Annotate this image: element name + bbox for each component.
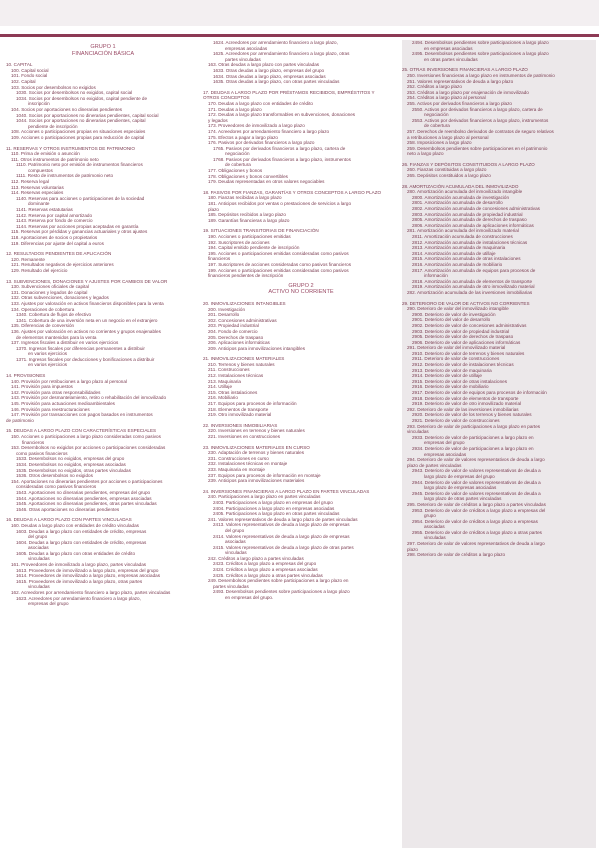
account-entry: 115. Reservas por pérdidas y ganancias actuariales y otros ajustes [11, 229, 148, 235]
section-heading: 22. INVERSIONES INMOBILIARIAS [203, 422, 278, 428]
account-entry: 214. Utillaje [208, 384, 233, 390]
account-entry: 237. Equipos para procesos de información en montaje [208, 472, 321, 478]
account-entry: asociadas [225, 539, 246, 545]
account-entry: vinculadas [424, 535, 446, 541]
account-entry: 2550. Activos por derivados financieros a largo plazo, cartera de [412, 106, 543, 112]
account-entry: 259. Desembolsos pendientes sobre participaciones en el patrimonio [407, 145, 548, 151]
account-entry: 1615. Proveedores de inmovilizado a largo plazo, otras partes [16, 578, 143, 584]
account-entry: 160. Deudas a largo plazo con entidades de crédito vinculadas [11, 522, 139, 528]
account-entry: 1142. Reserva por capital amortizado [16, 212, 93, 218]
account-entry: y legados [208, 117, 228, 123]
account-entry: de patrimonio [6, 417, 34, 423]
account-entry: 161. Proveedores de inmovilizado a largo plazo, partes vinculadas [11, 562, 147, 568]
account-entry: vinculadas [407, 429, 429, 435]
account-entry: 221. Inversiones en construcciones [208, 434, 281, 439]
account-entry: del grupo [28, 534, 48, 540]
section-heading: 21. INMOVILIZACIONES MATERIALES [203, 356, 285, 362]
account-entry: OTROS CONCEPTOS [203, 95, 250, 101]
account-entry: 2954. Deterioro de valor de créditos a largo plazo a empresas [412, 518, 538, 524]
column-middle [203, 40, 399, 848]
account-entry: 282. Amortización acumulada de las inversiones inmobiliarias [407, 289, 533, 295]
account-entry: 1603. Deudas a largo plazo con entidades de crédito, empresas [16, 528, 147, 534]
account-entry: 2819. Amortización acumulada de otro inmovilizado material [412, 284, 535, 290]
section-heading: 13. SUBVENCIONES, DONACIONES Y AJUSTES POR CAMBIOS DE VALOR [6, 278, 168, 284]
account-entry: 249. Desembolsos pendientes sobre participaciones a largo plazo en [208, 578, 349, 584]
account-entry: información [424, 273, 448, 279]
account-entry: 217. Equipos para procesos de información [208, 401, 297, 407]
account-entry: 176. Pasivos por derivados financieros a largo plazo [208, 140, 315, 146]
section-heading: 25. OTRAS INVERSIONES FINANCIERAS A LARGO PLAZO [402, 67, 528, 73]
account-entry: 140. Provisión por retribuciones a largo plazo al personal [11, 378, 127, 384]
section-heading: 12. RESULTADOS PENDIENTES DE APLICACIÓN [6, 251, 112, 257]
account-entry: 231. Construcciones en curso [208, 455, 269, 461]
account-entry: 1546. Otras aportaciones no dinerarias pendientes [16, 506, 120, 512]
account-entry: inscripción [28, 101, 50, 107]
account-entry: consideradas como pasivos financieros [16, 484, 97, 490]
account-entry: 216. Mobiliario [208, 395, 238, 401]
account-entry: 1044. Socios por aportaciones no dinerarias pendientes, capital [16, 118, 146, 124]
account-entry: asociadas [28, 545, 49, 551]
account-entry: 2805. Amortización acumulada de derechos de traspaso [412, 217, 527, 223]
account-entry: 201. Desarrollo [208, 312, 240, 318]
account-entry: 1545. Aportaciones no dinerarias pendientes, otras partes vinculadas [16, 501, 157, 507]
account-entry: 205. Derechos de traspaso [208, 334, 264, 340]
account-entry: 2955. Deterioro de valor de créditos a largo plazo a otras partes [412, 529, 542, 535]
account-entry: 252. Créditos a largo plazo [407, 84, 462, 90]
account-entry: 2405. Participaciones a largo plazo en otras partes vinculadas [213, 511, 340, 517]
account-entry: de cobertura [225, 162, 251, 168]
account-entry: pendiente de inscripción [28, 123, 78, 129]
account-entry: 132. Otras subvenciones, donaciones y legados [11, 295, 109, 301]
account-entry: dominante [28, 201, 50, 207]
account-entry: 1536. Otros desembolsos no exigidos [16, 473, 93, 479]
account-entry: 136. Ajustes por valoración en activos no corrientes y grupos enajenables [11, 328, 161, 334]
account-entry: 1111. Resto de instrumentos de patrimonio neto [16, 173, 114, 179]
account-entry: 241. Valores representativos de deuda a largo plazo de partes vinculadas [208, 516, 358, 522]
account-entry: negociación [225, 151, 250, 157]
account-entry: 2816. Amortización acumulada de mobiliario [412, 261, 503, 267]
account-entry: 100. Capital social [11, 67, 49, 73]
account-entry: 172. Deudas a largo plazo transformables en subvenciones, donaciones [208, 112, 356, 118]
account-entry: empresas asociadas [225, 45, 268, 51]
account-entry: en varios ejercicios [28, 362, 68, 368]
account-plan-columns [0, 40, 599, 848]
account-entry: 1633. Otras deudas a largo plazo, empresas del grupo [213, 67, 325, 73]
account-entry: empresas asociadas [424, 451, 467, 457]
column-right [402, 40, 596, 848]
account-entry: 2916. Deterioro de valor de mobiliario [412, 384, 489, 390]
group-heading: FINANCIACIÓN BÁSICA [71, 50, 135, 57]
account-entry: 258. Imposiciones a largo plazo [407, 140, 472, 146]
section-heading: 11. RESERVAS Y OTROS INSTRUMENTOS DE PATRIMONIO [6, 145, 135, 151]
account-entry: vinculadas [28, 556, 50, 562]
account-entry: 197. Suscriptores de acciones consideradas como pasivos financieros [208, 261, 351, 267]
account-entry: 1623. Acreedores por arrendamiento financiero a largo plazo, [16, 595, 141, 601]
account-entry: empresas del grupo [424, 440, 465, 446]
account-entry: en empresas del grupo. [225, 595, 274, 601]
account-entry: 1614. Proveedores de inmovilizado a largo plazo, empresas asociadas [16, 573, 161, 579]
account-entry: 1543. Aportaciones no dinerarias pendientes, empresas del grupo [16, 489, 151, 495]
account-entry: 2917. Deterioro de valor de equipos para procesos de información [412, 390, 547, 396]
account-entry: 108. Acciones o participaciones propias en situaciones especiales [11, 129, 146, 135]
account-entry: 210. Terrenos y bienes naturales [208, 361, 275, 367]
account-entry: 2494. Desembolsos pendientes sobre participaciones a largo plazo [412, 40, 549, 45]
account-entry: 290. Deterioro de valor del inmovilizado intangible [407, 306, 509, 312]
account-entry: 1341. Cobertura de una inversión neta en un negocio en el extranjero [16, 317, 158, 323]
account-entry: empresas del grupo [28, 601, 69, 607]
account-entry: 110. Prima de emisión o asunción [11, 151, 80, 157]
account-entry: negociación [424, 112, 449, 118]
section-heading: 24. INVERSIONES FINANCIERAS A LARGO PLAZO EN PARTES VINCULADAS [203, 488, 370, 494]
account-entry: 254. Créditos a largo plazo al personal [407, 95, 486, 101]
account-entry: 2911. Deterioro de valor de construcciones [412, 356, 500, 362]
account-entry: 2944. Deterioro de valor de valores representativos de deuda a [412, 479, 541, 485]
section-heading: 26. FIANZAS Y DEPÓSITOS CONSTITUIDOS A LARGO PLAZO [402, 161, 535, 167]
account-entry: 171. Deudas a largo plazo [208, 106, 262, 112]
account-entry: en otras partes vinculadas [424, 56, 478, 62]
account-entry: 1144. Reservas por acciones propias aceptadas en garantía [16, 223, 139, 229]
account-entry: 2943. Deterioro de valor de valores representativos de deuda a [412, 468, 541, 474]
section-heading: 29. DETERIORO DE VALOR DE ACTIVOS NO CORRIENTES [402, 300, 530, 306]
account-entry: 1634. Otras deudas a largo plazo, empresas asociadas [213, 73, 326, 79]
account-entry: 2920. Deterioro de valor de los terrenos y bienes naturales [412, 412, 532, 418]
account-entry: en varios ejercicios [28, 351, 68, 357]
account-entry: 130. Subvenciones oficiales de capital [11, 284, 89, 290]
account-entry: 195. Acciones o participaciones emitidas consideradas como pasivos [208, 250, 349, 256]
account-entry: 2424. Créditos a largo plazo a empresas asociadas [213, 567, 318, 573]
account-entry: 253. Créditos a largo plazo por enajenación de inmovilizado [407, 89, 529, 95]
account-entry: partes vinculadas [225, 56, 261, 62]
section-heading: 18. PASIVOS POR FIANZAS, GARANTÍAS Y OTROS CONCEPTOS A LARGO PLAZO [203, 189, 382, 195]
account-entry: 200. Investigación [208, 306, 246, 312]
account-entry: 280. Amortización acumulada del inmovilizado intangible [407, 189, 523, 195]
account-entry: 174. Acreedores por arrendamiento financiero a largo plazo [208, 128, 330, 134]
account-entry: 218. Elementos de transporte [208, 406, 269, 412]
account-entry: 2800. Amortización acumulada de investigación [412, 194, 510, 200]
account-entry: grupo [424, 513, 436, 519]
account-entry: 131. Donaciones y legados de capital [11, 289, 88, 295]
account-entry: 101. Fondo social [11, 73, 48, 79]
group-heading: GRUPO 1 [90, 44, 116, 50]
account-entry: 233. Maquinaria en montaje [208, 466, 265, 472]
account-entry: 103. Socios por desembolsos no exigidos [11, 84, 96, 90]
group-heading: ACTIVO NO CORRIENTE [268, 289, 334, 296]
account-entry: 2493. Desembolsos pendientes sobre participaciones a largo plazo [213, 589, 350, 595]
account-entry: 2818. Amortización acumulada de elementos de transporte [412, 278, 533, 284]
account-entry: 1371. Ingresos fiscales por deducciones y bonificaciones a distribuir [16, 356, 155, 362]
account-entry: 179. Deudas representadas en otros valores negociables [208, 179, 325, 185]
account-entry: 2953. Deterioro de valor de créditos a largo plazo a empresas del [412, 507, 546, 513]
account-entry: 2425. Créditos a largo plazo a otras partes vinculadas [213, 572, 323, 578]
account-entry: 1370. Ingresos fiscales por diferencias permanentes a distribuir [16, 345, 145, 351]
account-entry: 2902. Deterioro de valor de concesiones administrativas [412, 322, 527, 328]
account-entry: 2900. Deterioro de valor de investigación [412, 311, 496, 317]
section-heading: 17. DEUDAS A LARGO PLAZO POR PRÉSTAMOS RECIBIDOS, EMPRÉSTITOS Y [203, 89, 375, 95]
account-entry: largo plazo de empresas del grupo [424, 473, 495, 479]
account-entry: 2813. Amortización acumulada de maquinaria [412, 245, 506, 251]
account-entry: 2903. Deterioro de valor de propiedad industrial [412, 328, 510, 334]
account-entry: 2901. Deterioro del valor de desarrollo [412, 317, 491, 323]
account-entry: de elementos mantenidos para la venta [16, 334, 97, 340]
account-entry: largo plazo de otras partes vinculadas [424, 496, 502, 502]
account-entry: 1030. Socios por desembolsos no exigidos, capital social [16, 90, 133, 96]
account-entry: 133. Ajustes por valoración en activos financieros disponibles para la venta [11, 300, 164, 306]
account-entry: 220. Inversiones en terrenos y bienes naturales [208, 428, 305, 434]
account-entry: partes vinculadas [213, 583, 249, 589]
account-entry: plazo [407, 546, 418, 552]
account-entry: 2403. Participaciones a largo plazo en empresas del grupo [213, 499, 333, 505]
account-entry: 211. Construcciones [208, 367, 250, 373]
account-entry: 250. Inversiones financieras a largo plazo en instrumentos de patrimonio [407, 72, 555, 78]
account-entry: compuestos [28, 167, 53, 173]
account-entry: 1625. Acreedores por arrendamiento financiero a largo plazo, otras [213, 51, 350, 57]
account-entry: 209. Anticipos para inmovilizaciones intangibles [208, 345, 306, 351]
account-entry: vinculadas [28, 584, 50, 590]
section-heading: 16. DEUDAS A LARGO PLAZO CON PARTES VINCULADAS [6, 517, 132, 523]
account-entry: 2817. Amortización acumulada de equipos para procesos de [412, 267, 536, 273]
account-entry: 2415. Valores representativos de deuda a largo plazo de otras partes [213, 544, 354, 550]
account-entry: 242. Créditos a largo plazo a partes vinculadas [208, 555, 304, 561]
account-entry: 203. Propiedad industrial [208, 323, 259, 329]
account-entry: 1544. Aportaciones no dinerarias pendientes, empresas asociadas [16, 495, 152, 501]
account-entry: 185. Depósitos recibidos a largo plazo [208, 212, 286, 218]
account-entry: financieros pendientes de inscripción [208, 273, 284, 279]
account-entry: 294. Deterioro de valor de valores representativos de deuda a largo [407, 457, 545, 463]
account-entry: 153. Desembolsos no exigidos por acciones o participaciones consideradas [11, 445, 166, 451]
account-entry: 2413. Valores representativos de deuda a largo plazo de empresas [213, 522, 350, 528]
account-entry: 212. Instalaciones técnicas [208, 373, 264, 379]
header-band [0, 0, 599, 26]
account-entry: de cobertura [424, 123, 450, 129]
account-entry: 1624. Acreedores por arrendamiento financiero a largo plazo, [213, 40, 338, 45]
account-entry: 1110. Patrimonio neto por emisión de instrumentos financieros [16, 162, 143, 168]
account-entry: 1535. Desembolsos no exigidos, otras partes vinculadas [16, 467, 131, 473]
account-entry: 2906. Deterioro de valor de aplicaciones informáticas [412, 339, 521, 345]
account-entry: 102. Capital [11, 78, 36, 84]
account-entry: 257. Derechos de reembolso derivados de contratos de seguro relativos [407, 128, 554, 134]
account-entry: 293. Deterioro de valor de participaciones a largo plazo en partes [407, 423, 541, 429]
account-entry: 2812. Amortización acumulada de instalaciones técnicas [412, 239, 528, 245]
account-entry: del grupo [225, 527, 245, 533]
account-entry: 1340. Cobertura de flujos de efectivo [16, 312, 92, 318]
account-entry: 204. Fondo de comercio [208, 328, 258, 334]
account-entry: 147. Provisión por transacciones con pagos basados en instrumentos [11, 412, 153, 418]
account-entry: vinculadas [225, 550, 247, 556]
account-entry: 113. Reservas voluntarias [11, 184, 64, 190]
account-entry: 265. Depósitos constituidos a largo plazo [407, 173, 491, 179]
section-heading: 14. PROVISIONES [6, 373, 46, 379]
account-entry: 175. Efectos a pagar a largo plazo [208, 134, 278, 140]
account-entry: 118. Aportaciones de socios o propietarios [11, 235, 98, 240]
account-entry: 109. Acciones o participaciones propias para reducción de capital [11, 134, 145, 140]
account-entry: 143. Provisión por desmantelamiento, retiro o rehabilitación del inmovilizado [11, 395, 166, 401]
account-entry: plazo de partes vinculadas [407, 462, 462, 468]
account-entry: 135. Diferencias de conversión [11, 323, 75, 329]
column-left [6, 40, 200, 848]
account-entry: 2915. Deterioro de valor de otras instalaciones [412, 378, 507, 384]
account-entry: largo plazo de empresas asociadas [424, 485, 497, 491]
account-entry: 292. Deterioro de valor de las inversiones inmobiliarias [407, 406, 519, 412]
account-entry: 2921. Deterioro de valor de construcciones [412, 418, 500, 423]
account-entry: 2913. Deterioro de valor de maquinaria [412, 367, 492, 373]
account-entry: 120. Remanente [11, 256, 45, 262]
account-entry: 114. Reservas especiales [11, 190, 64, 196]
account-entry: 2914. Deterioro de valor de utillaje [412, 373, 482, 379]
account-entry: 1635. Otras deudas a largo plazo, con otras partes vinculadas [213, 79, 340, 85]
account-entry: 111. Otros instrumentos de patrimonio neto [11, 156, 99, 162]
account-entry: 2912. Deterioro de valor de instalaciones técnicas [412, 362, 514, 368]
account-entry: 2806. Amortización acumulada de aplicaciones informáticas [412, 222, 534, 228]
account-entry: 150. Acciones o participaciones a largo plazo consideradas como pasivos [11, 434, 161, 439]
account-entry: 219. Otro inmovilizado material [208, 412, 272, 418]
account-entry: 1768. Pasivos por derivados financieros a largo plazo, instrumentos [213, 156, 351, 162]
account-entry: 1141. Reservas estatutarias [16, 207, 73, 213]
account-entry: 202. Concesiones administrativas [208, 317, 277, 323]
account-entry: 145. Provisión para actuaciones medioambientales [11, 401, 115, 407]
account-entry: 2815. Amortización acumulada de otras instalaciones [412, 256, 521, 262]
account-entry: 2553. Activos por derivados financieros a largo plazo, instrumentos [412, 117, 549, 123]
account-entry: 1040. Socios por aportaciones no dinerarias pendientes, capital social [16, 112, 159, 118]
section-heading: 23. INMOVILIZACIONES MATERIALES EN CURSO [203, 444, 310, 450]
account-entry: 297. Deterioro de valor de valores representativos de deuda a largo [407, 541, 545, 547]
account-entry: 134. Operaciones de cobertura [11, 306, 75, 312]
account-entry: en empresas asociadas [424, 45, 473, 51]
account-entry: 1765. Pasivos por derivados financieros a largo plazo, cartera de [213, 145, 346, 151]
account-entry: 163. Otras deudas a largo plazo con partes vinculadas [208, 62, 320, 68]
account-entry: 162. Acreedores por arrendamiento financiero a largo plazo, partes vinculadas [11, 590, 171, 596]
account-entry: 1533. Desembolsos no exigidos, empresas del grupo [16, 456, 125, 462]
account-entry: 239. Anticipos para inmovilizaciones materiales [208, 478, 305, 484]
account-entry: 2933. Deterioro de valor de participaciones a largo plazo en [412, 434, 534, 440]
account-entry: financieros [22, 439, 45, 445]
account-entry: 206. Aplicaciones informáticas [208, 340, 270, 346]
account-entry: 180. Fianzas recibidas a largo plazo [208, 195, 282, 201]
account-entry: 121. Resultados negativos de ejercicios anteriores [11, 262, 114, 268]
account-entry: 298. Deterioro de valor de créditos a largo plazo [407, 552, 506, 558]
account-entry: 1604. Deudas a largo plazo con entidades de crédito, empresas [16, 539, 147, 545]
account-entry: 1534. Desembolsos no exigidos, empresas asociadas [16, 461, 126, 467]
account-entry: 213. Maquinaria [208, 378, 241, 384]
account-entry: 1143. Reserva por fondo de comercio [16, 218, 93, 224]
account-entry: 230. Adaptación de terrenos y bienes naturales [208, 450, 305, 456]
section-heading: 20. INMOVILIZACIONES INTANGIBLES [203, 300, 286, 306]
account-entry: 2905. Deterioro de valor de derechos de traspaso [412, 334, 514, 340]
account-entry: 2919. Deterioro de valor de otro inmovilizado material [412, 401, 522, 407]
account-entry: 295. Deterioro de valor de créditos a largo plazo a partes vinculadas [407, 501, 546, 507]
account-entry: 2934. Deterioro de valor de participaciones a largo plazo en [412, 445, 534, 451]
account-entry: 1613. Proveedores de inmovilizado a largo plazo, empresas del grupo [16, 567, 159, 573]
account-entry: 189. Garantías financieras a largo plazo [208, 217, 290, 223]
account-entry: 291. Deterioro de valor del inmovilizado material [407, 345, 506, 351]
account-entry: 260. Fianzas constituidas a largo plazo [407, 167, 487, 173]
account-entry: 194. Capital emitido pendiente de inscripción [208, 245, 300, 251]
section-heading: 10. CAPITAL [6, 62, 33, 68]
account-entry: como pasivos financieros [16, 450, 68, 456]
account-entry: 104. Socios por aportaciones no dinerarias pendientes [11, 106, 123, 112]
account-entry: 119. Diferencias por ajuste del capital a euros [11, 240, 104, 246]
account-entry: 232. Instalaciones técnicas en montaje [208, 461, 288, 467]
account-entry: 2414. Valores representativos de deuda a largo plazo de empresas [213, 533, 350, 539]
account-entry: 2910. Deterioro de valor de terrenos y bienes naturales [412, 350, 525, 356]
account-entry: 215. Otras instalaciones [208, 389, 258, 395]
account-entry: 199. Acciones o participaciones emitidas consideradas como pasivos [208, 267, 349, 273]
account-entry: 192. Suscriptores de acciones [208, 239, 270, 245]
account-entry: 2802. Amortización acumulada de concesiones administrativas [412, 206, 540, 212]
account-entry: 2918. Deterioro de valor de elementos de transporte [412, 395, 519, 401]
account-entry: 190. Acciones o participaciones emitidas [208, 234, 291, 239]
account-entry: 141. Provisión para impuestos [11, 384, 73, 390]
account-entry: 2945. Deterioro de valor de valores representativos de deuda a [412, 490, 541, 496]
account-entry: 240. Participaciones a largo plazo en partes vinculadas [208, 494, 321, 500]
account-entry: 178. Obligaciones y bonos convertibles [208, 173, 288, 179]
account-entry: 2423. Créditos a largo plazo a empresas del grupo [213, 561, 317, 567]
section-heading: 28. AMORTIZACIÓN ACUMULADA DEL INMOVILIZADO [402, 183, 519, 189]
account-entry: 154. Aportaciones no dinerarias pendientes por acciones o participaciones [11, 478, 163, 484]
section-heading: 15. DEUDAS A LARGO PLAZO CON CARACTERÍSTICAS ESPECIALES [6, 428, 157, 434]
account-entry: 251. Valores representativos de deuda a largo plazo [407, 78, 514, 84]
account-entry: 173. Proveedores de inmovilizado a largo plazo [208, 123, 305, 129]
account-entry: 2495. Desembolsos pendientes sobre participaciones a largo plazo [412, 51, 549, 57]
account-entry: 2803. Amortización acumulada de propiedad industrial [412, 211, 523, 217]
account-entry: 142. Provisión para otras responsabilidades [11, 389, 101, 395]
account-entry: 177. Obligaciones y bonos [208, 168, 263, 174]
account-entry: 146. Provisión para reestructuraciones [11, 406, 90, 412]
account-entry: asociadas [424, 524, 445, 530]
account-entry: neto a largo plazo [407, 151, 444, 157]
account-entry: a retribuciones a largo plazo al personal [407, 134, 489, 140]
account-entry: 2801. Amortización acumulada de desarrollo [412, 200, 503, 206]
account-entry: 2404. Participaciones a largo plazo en empresas asociadas [213, 505, 335, 511]
account-entry: 2814. Amortización acumulada de utillaje [412, 250, 496, 256]
account-entry: 1034. Socios por desembolsos no exigidos, capital pendiente de [16, 95, 148, 101]
account-entry: plazo [208, 206, 219, 212]
account-entry: 181. Anticipos recibidos por ventas o prestaciones de servicios a largo [208, 201, 351, 207]
group-heading: GRUPO 2 [288, 282, 314, 289]
account-entry: 1140. Reservas para acciones o participaciones de la sociedad [16, 195, 145, 201]
account-entry: 281. Amortización acumulada del inmovilizado material [407, 228, 519, 234]
account-entry: 137. Ingresos fiscales a distribuir en varios ejercicios [11, 340, 119, 346]
account-entry: 255. Activos por derivados financieros a largo plazo [407, 100, 512, 106]
account-entry: 1605. Deudas a largo plazo con otras entidades de crédito [16, 550, 136, 556]
header-rule [0, 34, 599, 37]
account-entry: 129. Resultado del ejercicio [11, 267, 68, 273]
account-entry: 2811. Amortización acumulada de construcciones [412, 234, 513, 239]
section-heading: 19. SITUACIONES TRANSITORIAS DE FINANCIACIÓN [203, 228, 319, 234]
account-entry: 112. Reserva legal [11, 179, 49, 185]
account-entry: 170. Deudas a largo plazo con entidades de crédito [208, 100, 313, 106]
account-entry: financieros [208, 256, 231, 262]
